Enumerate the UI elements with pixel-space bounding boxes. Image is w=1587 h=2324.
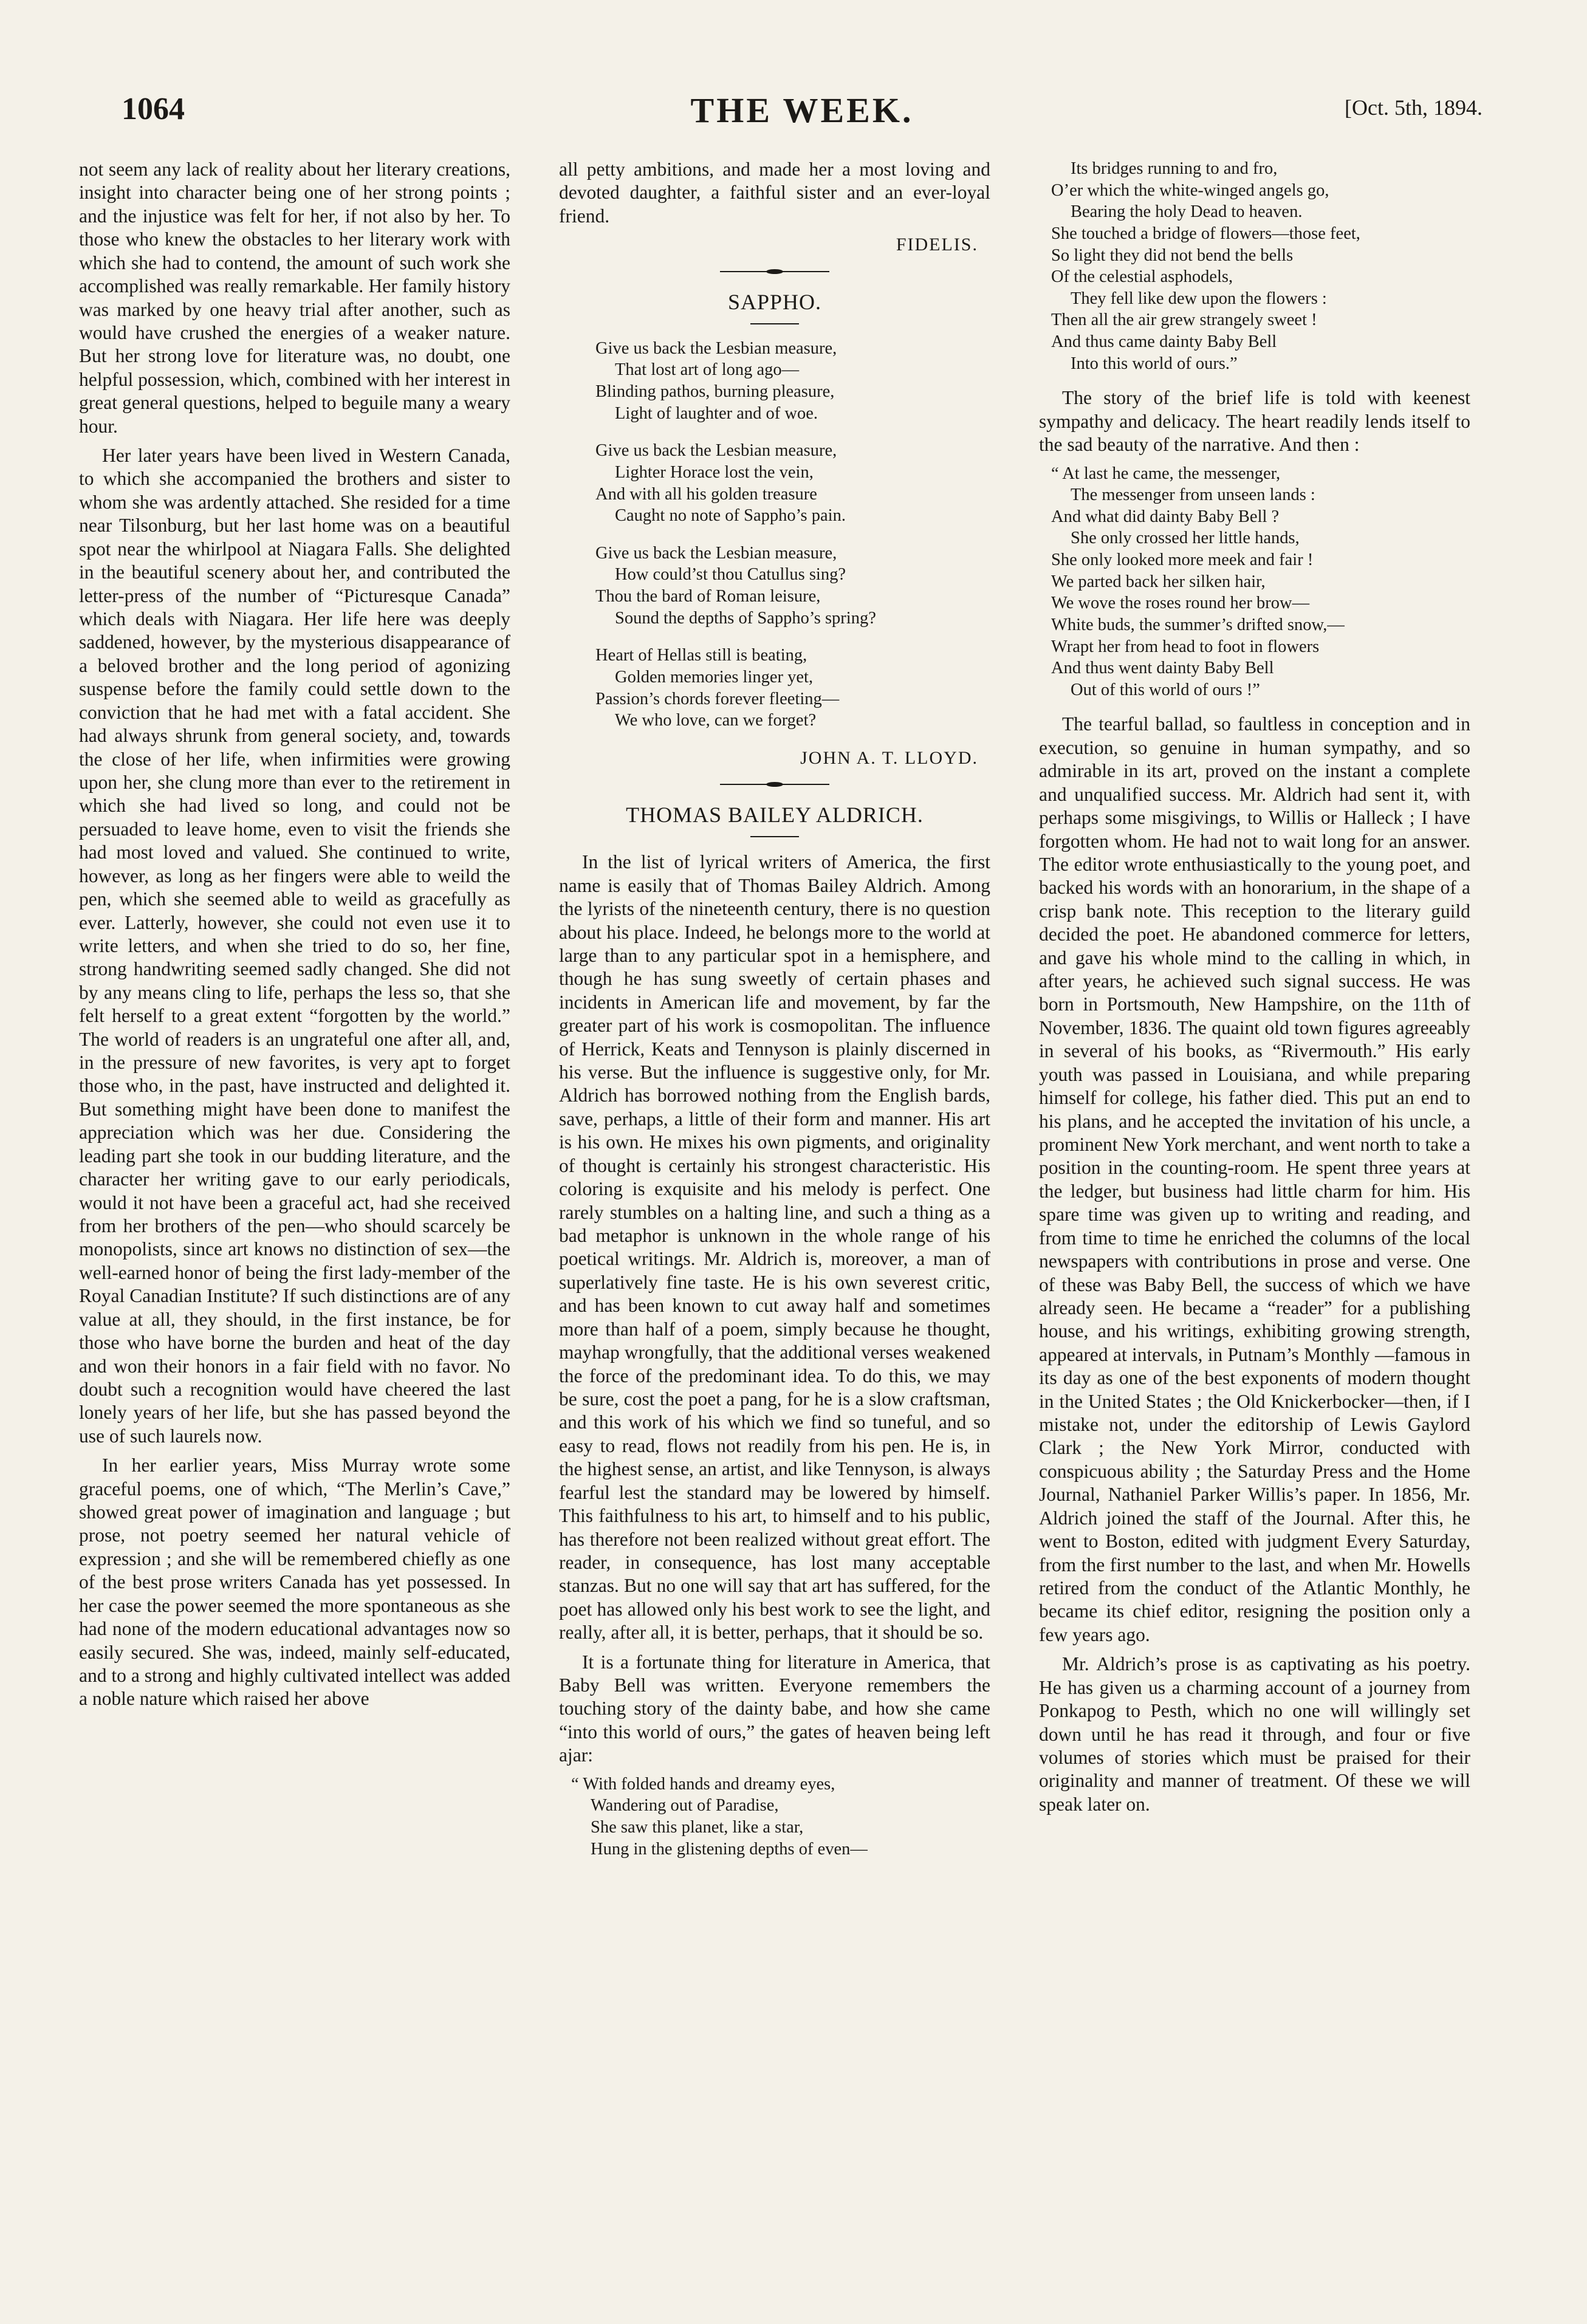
poem-line: We who love, can we forget? [615, 711, 817, 730]
column-1 [79, 158, 510, 1717]
poem-line: “ At last he came, the messenger, [1051, 464, 1281, 483]
page-header [103, 85, 1501, 152]
poem-line: And thus went dainty Baby Bell [1051, 659, 1274, 678]
column-3 [1039, 158, 1470, 1822]
poem-line: She only crossed her little hands, [1071, 529, 1300, 548]
issue-date: [Oct. 5th, 1894. [1345, 95, 1482, 120]
paragraph: The tearful ballad, so faultless in conception and in execution, so genuine in human sympathy, and so admirable in its art, proved on the instant a complete and unqualified success. Mr. Aldrich had sent it, with perhaps some misgivings, to Willis or Halleck ; I have forgotten whom. He had not to wait long for an answer. The editor wrote enthusiastically to the young poet, and backed his words with an honorarium, in the shape of a crisp bank note. This reception to the literary guild decided the poet. He abandoned commerce for letters, and gave his whole mind to the calling in which, in after years, he achieved such signal success. He was born in Portsmouth, New Hampshire, on the 11th of November, 1836. The quaint old town figures agreeably in several of his books, as “Rivermouth.” His early youth was passed in Louisiana, and while preparing himself for college, his father died. This put an end to his plans, and he accepted the invitation of his uncle, a prominent New York merchant, and went north to take a position in the counting-room. He spent three years at the ledger, but business had little charm for him. His spare time was given up to writing and reading, and from time to time he enriched the columns of the local newspapers with contributions in prose and verse. One of these was Baby Bell, the success of which we have already seen. He became a “reader” for a publishing house, and his writings, exhibiting growing strength, appeared at intervals, in Putnam’s Monthly —famous in its day as one of the best exponents of modern thought in the United States ; the Old Knickerbocker—then, if I mistake not, under the editorship of Lewis Gaylord Clark ; the New York Mirror, conducted with conspicuous ability ; the Saturday Press and the Home Journal, Nathaniel Parker Willis’s paper. In 1856, Mr. Aldrich joined the staff of the Journal. After this, he went to Boston, edited with judgment Every Saturday, from the first number to the last, and when Mr. Howells retired from the conduct of the Atlantic Monthly, he became its chief editor, resigning the position only a few years ago. [1039, 713, 1470, 1645]
title-rule [750, 323, 799, 324]
column-2 [559, 158, 990, 1872]
poem-line: The messenger from unseen lands : [1071, 485, 1315, 505]
poem-line: Golden memories linger yet, [615, 667, 814, 687]
poem-line: Its bridges running to and fro, [1071, 159, 1278, 178]
poem-line: White buds, the summer’s drifted snow,— [1051, 615, 1345, 634]
article-title-sappho: SAPPHO. [727, 289, 822, 314]
poem-line: How could’st thou Catullus sing? [615, 565, 846, 584]
poem-line: Sound the depths of Sappho’s spring? [615, 608, 876, 628]
paragraph: In the list of lyrical writers of America, the first name is easily that of Thomas Bailey Aldrich. Among the lyrists of the nineteenth century, there is no question about his place. Indeed, he belongs more to the world at large than to any particular spot in a hemisphere, and though he has sung sweetly of certain phases and incidents in American life and movement, by far the greater part of his work is cosmopolitan. The influence of Herrick, Keats and Tennyson is plainly discerned in his verse. But the influence is suggestive only, for Mr. Aldrich has borrowed nothing from the English bards, save, perhaps, a little of their form and manner. His art is his own. He mixes his own pigments, and originality of thought is certainly his strongest characteristic. His coloring is exquisite and his melody is perfect. One rarely stumbles on a halting line, and such a thing as a bad metaphor is unknown in the whole range of his poetical writings. Mr. Aldrich is, moreover, a man of superlatively fine taste. He is his own severest critic, and has been known to cut away half and sometimes more than half of a poem, simply because he thought, mayhap wrongfully, that the additional verses weakened the force of the predominant idea. To do this, we may be sure, cost the poet a pang, for he is a slow craftsman, and this work of his which we find so tuneful, and so easy to read, flows not readily from his pen. He is, in the highest sense, an artist, and like Tennyson, is always fearful lest the standard may be lowered by himself. This faithfulness to his art, to himself and to his public, has therefore not been realized without great effort. The reader, in consequence, has lost many acceptable stanzas. But no one will say that art has suffered, for the poet has allowed only his best work to see the light, and really, after all, it is better, perhaps, that it should be so. [559, 851, 990, 1644]
poem-baby-bell-continued [1051, 158, 1470, 374]
poem-line: Into this world of ours.” [1071, 354, 1238, 373]
poem-line: She only looked more meek and fair ! [1051, 550, 1314, 570]
paragraph: Her later years have been lived in Western Canada, to which she accompanied the brothers and sister to whom she was ardently attached. She resided for a time near Tilsonburg, but her last home was on a beautiful spot near the whirlpool at Niagara Falls. She delighted in the beautiful scenery about her, and contributed the letter-press of the number of “Picturesque Canada” which deals with Niagara. Her life here was deeply saddened, however, by the mysterious disappearance of a beloved brother and the long period of agonizing suspense before the family could settle down to the conviction that he had met with a fatal accident. She had always shrunk from general society, and, towards the close of her life, when infirmities were growing upon her, she clung more than ever to the retirement in which she had lived so long, and could not be persuaded to leave home, even to visit the friends she had most loved and valued. She continued to write, however, as long as her fingers were able to weild the pen, which she seemed able to weild as gracefully as ever. Latterly, however, she could not even use it to write letters, and when she tried to do so, her fine, strong handwriting seemed sadly changed. She did not by any means cling to life, perhaps the less so, that she felt herself to a great extent “forgotten by the world.” The world of readers is an ungrateful one after all, and, in the pressure of new favorites, is very apt to forget those who, in the past, have instructed and delighted it. But something might have been done to manifest the appreciation which was her due. Considering the leading part she took in our budding literature, and the character her writing gave to our early periodicals, would it not have been a graceful act, had she received from her brothers of the pen—who should scarcely be monopolists, since art knows no distinction of sex—the well-earned honor of being the first lady-member of the Royal Canadian Institute? If such distinctions are of any value at all, they should, in the first instance, be for those who have borne the burden and heat of the day and won their honors in a fair field with no favor. No doubt such a recognition would have cheered the last lonely years of her life, but she has passed beyond the use of such laurels now. [79, 445, 510, 1447]
poem-line: Passion’s chords forever fleeting— [595, 689, 840, 708]
poem-line: Lighter Horace lost the vein, [615, 462, 814, 482]
poem-line: Give us back the Lesbian measure, [595, 543, 837, 563]
poem-baby-bell-excerpt-2 [1051, 463, 1470, 701]
poem-line: O’er which the white-winged angels go, [1051, 180, 1329, 200]
paragraph: In her earlier years, Miss Murray wrote some graceful poems, one of which, “The Merlin’s Cave,” showed great power of imagination and language ; but prose, not poetry seemed her natural vehicle of expression ; and she will be remembered chiefly as one of the best prose writers Canada has yet possessed. In her case the power seemed the more spontaneous as she had none of the modern educational advantages now so easily secured. She was, indeed, mainly self-educated, and to a strong and highly cultivated intellect was added a noble nature which raised her above [79, 1455, 510, 1710]
poem-line: She touched a bridge of flowers—those feet, [1051, 224, 1360, 243]
poem-line: She saw this planet, like a star, [591, 1817, 804, 1837]
poem-line: Hung in the glistening depths of even— [591, 1839, 868, 1859]
poem-line: Bearing the holy Dead to heaven. [1071, 202, 1303, 222]
poem-line: Blinding pathos, burning pleasure, [595, 382, 835, 402]
poem-line: Caught no note of Sappho’s pain. [615, 506, 846, 526]
poem-line: That lost art of long ago— [615, 360, 800, 380]
paragraph: all petty ambitions, and made her a most loving and devoted daughter, a faithful sister and an ever-loyal friend. [559, 159, 990, 227]
poem-stanza [595, 440, 990, 527]
poem-line: “ With folded hands and dreamy eyes, [571, 1774, 835, 1794]
poem-stanza [595, 338, 990, 425]
poem-line: We wove the roses round her brow— [1051, 594, 1310, 613]
poem-stanza [595, 645, 990, 732]
poem-line: And with all his golden treasure [595, 484, 817, 504]
paragraph: It is a fortunate thing for literature in America, that Baby Bell was written. Everyone remembers the touching story of the dainty babe, and how she came “into this world of ours,” the gates of heaven being left ajar: [559, 1651, 990, 1766]
page-number: 1064 [122, 92, 185, 126]
poem-line: Out of this world of ours !” [1071, 680, 1260, 699]
poem-line: Give us back the Lesbian measure, [595, 338, 837, 358]
ornamental-divider [720, 781, 829, 787]
author-signature: FIDELIS. [896, 235, 978, 255]
poem-line: We parted back her silken hair, [1051, 572, 1266, 591]
poem-line: And thus came dainty Baby Bell [1051, 332, 1277, 351]
paragraph: Mr. Aldrich’s prose is as captivating as his poetry. He has given us a charming account of a journey from Ponkapog to Pesth, which no one will willingly set down until he has read it through, and four or five volumes of stories which must be praised for their originality and manner of treatment. Of these we will speak later on. [1039, 1653, 1470, 1815]
poem-stanza [595, 543, 990, 629]
poem-line: Light of laughter and of woe. [615, 403, 818, 423]
poem-line: Of the celestial asphodels, [1051, 267, 1233, 287]
poem-line: Heart of Hellas still is beating, [595, 646, 807, 665]
poem-line: Then all the air grew strangely sweet ! [1051, 310, 1317, 330]
article-title-aldrich: THOMAS BAILEY ALDRICH. [626, 803, 924, 828]
poem-line: So light they did not bend the bells [1051, 245, 1294, 265]
poem-line: Wrapt her from head to foot in flowers [1051, 637, 1320, 656]
ornamental-divider [720, 269, 829, 275]
paragraph: The story of the brief life is told with keenest sympathy and delicacy. The heart readily lends itself to the sad beauty of the narrative. And then : [1039, 387, 1470, 456]
poem-line: And what did dainty Baby Bell ? [1051, 507, 1280, 526]
journal-title: THE WEEK. [690, 91, 914, 130]
poem-sappho [595, 338, 990, 732]
title-rule [750, 836, 799, 837]
poem-line: Thou the bard of Roman leisure, [595, 587, 821, 606]
poem-line: They fell like dew upon the flowers : [1071, 289, 1327, 308]
paragraph: not seem any lack of reality about her literary creations, insight into character being one of her strong points ; and the injustice was felt for her, if not also by her. To those who knew the obstacles to her literary work with which she had to contend, the amount of such work she accomplished was really remarkable. Her family history was marked by one heavy trial after another, such as would have crushed the energies of a weaker nature. But her strong love for literature was, no doubt, one helpful possession, which, combined with her interest in great general questions, helped to beguile many a weary hour. [79, 159, 510, 437]
poem-baby-bell-excerpt [571, 1774, 990, 1860]
poem-line: Give us back the Lesbian measure, [595, 441, 837, 461]
author-signature: JOHN A. T. LLOYD. [800, 747, 978, 768]
poem-line: Wandering out of Paradise, [591, 1796, 779, 1815]
